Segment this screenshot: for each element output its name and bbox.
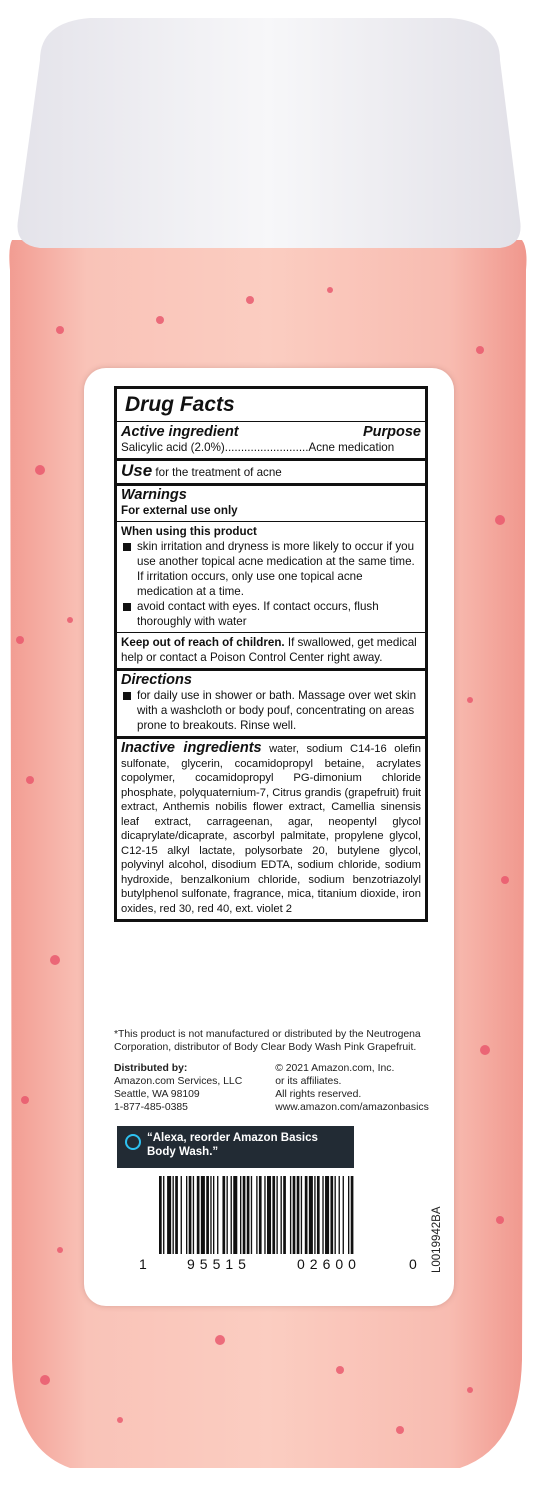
barcode-bar	[290, 1176, 291, 1254]
directions-bullet: for daily use in shower or bath. Massage over wet skin with a washcloth or body pouf, concentrating on areas prone to breakouts. Rinse well.	[121, 688, 421, 733]
barcode-bar	[339, 1176, 340, 1254]
distributor-city: Seattle, WA 98109	[114, 1089, 200, 1100]
barcode-bar	[251, 1176, 252, 1254]
barcode-bar	[206, 1176, 209, 1254]
barcode-bar	[297, 1176, 300, 1254]
barcode-bar	[272, 1176, 275, 1254]
barcode-bar	[247, 1176, 250, 1254]
barcode-bar	[210, 1176, 211, 1254]
barcode-bar	[301, 1176, 302, 1254]
barcode-bar	[240, 1176, 241, 1254]
amazon-url: www.amazon.com/amazonbasics	[275, 1102, 429, 1113]
barcode-bar	[348, 1176, 349, 1254]
barcode-bar	[233, 1176, 237, 1254]
barcode-bar	[227, 1176, 228, 1254]
when-using-header: When using this product	[121, 525, 257, 538]
barcode-digit-last: 0	[409, 1256, 417, 1272]
barcode-bar	[281, 1176, 282, 1254]
disclaimer-text: *This product is not manufactured or distributed by the Neutrogena Corporation, distributor of Body Clear Body Wash Pink Grapefruit.	[114, 1029, 421, 1053]
alexa-banner	[117, 1126, 354, 1168]
distributor-phone: 1-877-485-0385	[114, 1102, 188, 1113]
distributed-by: Distributed by:	[114, 1063, 188, 1074]
barcode-bar	[175, 1176, 178, 1254]
barcode-digits-left: 95515	[187, 1256, 251, 1272]
label-footer	[114, 1028, 429, 1114]
use-header: Use	[121, 461, 153, 480]
barcode-bar	[264, 1176, 265, 1254]
barcode-bar	[167, 1176, 171, 1254]
copyright-rights: All rights reserved.	[275, 1089, 362, 1100]
barcode-bar	[283, 1176, 286, 1254]
keep-out-text: If swallowed, get medical help or contact a Poison Control Center right away.	[121, 636, 417, 664]
warning-bullet-1: skin irritation and dryness is more likely to occur if you use another topical acne medication at the same time. If irritation occurs, only use one topical acne medication at a time.	[121, 539, 421, 599]
barcode-bar	[243, 1176, 246, 1254]
copyright-affiliates: or its affiliates.	[275, 1076, 342, 1087]
barcode-bar	[335, 1176, 336, 1254]
lot-code: L0019942BA	[431, 1206, 443, 1273]
barcode-bar	[276, 1176, 277, 1254]
barcode-bars	[159, 1176, 414, 1254]
barcode-bar	[259, 1176, 262, 1254]
warning-bullet-2: avoid contact with eyes. If contact occurs, flush thoroughly with water	[121, 599, 421, 629]
barcode-bar	[186, 1176, 187, 1254]
barcode-bar	[309, 1176, 313, 1254]
alexa-ring-icon	[125, 1134, 141, 1150]
bullet-square-icon	[123, 692, 131, 700]
barcode-bar	[325, 1176, 329, 1254]
bullet-square-icon	[123, 543, 131, 551]
barcode-bar	[173, 1176, 174, 1254]
active-ingredient-line: Salicylic acid (2.0%)..........................Acne medication	[121, 441, 395, 454]
use-text: for the treatment of acne	[152, 466, 282, 479]
distributor-name: Amazon.com Services, LLC	[114, 1076, 243, 1087]
barcode-digit-first: 1	[139, 1256, 147, 1272]
barcode-bar	[317, 1176, 320, 1254]
barcode-bar	[314, 1176, 315, 1254]
barcode-bar	[343, 1176, 344, 1254]
barcode-bar	[181, 1176, 182, 1254]
barcode-bar	[351, 1176, 354, 1254]
copyright-line: © 2021 Amazon.com, Inc.	[275, 1063, 395, 1074]
barcode-bar	[159, 1176, 162, 1254]
barcode-bar	[217, 1176, 218, 1254]
alexa-line-2: Body Wash.”	[147, 1146, 219, 1158]
product-label	[84, 368, 454, 1306]
inactive-text: water, sodium C14-16 olefin sulfonate, glycerin, cocamidopropyl betaine, acrylates copolymer, cocamidopropyl PG-dimonium chloride phosphate, polyquaternium-7, Citrus grandis (grapefruit) fruit extract, Anthemis nobilis flower extract, Camellia sinensis leaf extract, carrageenan, agar, neopentyl glycol dicaprylate/dicaprate, ascorbyl palmitate, propylene glycol, C12-15 alkyl lactate, polysorbate 20, butylene glycol, polyvinyl alcohol, disodium EDTA, sodium chloride, sodium hydroxide, benzalkonium chloride, sodium benzotriazolyl butylphenol sulfonate, fragrance, mica, titanium dioxide, iron oxides, red 30, red 40, ext. violet 2	[121, 743, 421, 915]
barcode-bar	[330, 1176, 333, 1254]
barcode-bar	[197, 1176, 200, 1254]
barcode-bar	[305, 1176, 308, 1254]
barcode-bar	[256, 1176, 257, 1254]
barcode-bar	[322, 1176, 323, 1254]
directions-header: Directions	[121, 672, 192, 688]
barcode-bar	[293, 1176, 296, 1254]
barcode-bar	[231, 1176, 232, 1254]
barcode-bar	[163, 1176, 164, 1254]
barcode-bar	[189, 1176, 192, 1254]
inactive-header: Inactive ingredients	[121, 740, 262, 756]
barcode-bar	[201, 1176, 205, 1254]
barcode-bar	[213, 1176, 214, 1254]
barcode-bar	[193, 1176, 194, 1254]
keep-out-bold: Keep out of reach of children.	[121, 636, 285, 649]
purpose-header: Purpose	[362, 424, 421, 440]
barcode	[139, 1176, 424, 1271]
warnings-header: Warnings	[121, 487, 187, 503]
barcode-bar	[267, 1176, 271, 1254]
bullet-square-icon	[123, 603, 131, 611]
barcode-bar	[222, 1176, 225, 1254]
bottle-cap	[17, 18, 520, 248]
external-use-text: For external use only	[121, 504, 238, 517]
drug-facts-title: Drug Facts	[125, 393, 235, 416]
drug-facts-panel	[114, 386, 428, 922]
barcode-digits-right: 02600	[297, 1256, 361, 1272]
alexa-line-1: “Alexa, reorder Amazon Basics	[147, 1132, 318, 1144]
active-ingredient-header: Active ingredient	[121, 424, 239, 440]
